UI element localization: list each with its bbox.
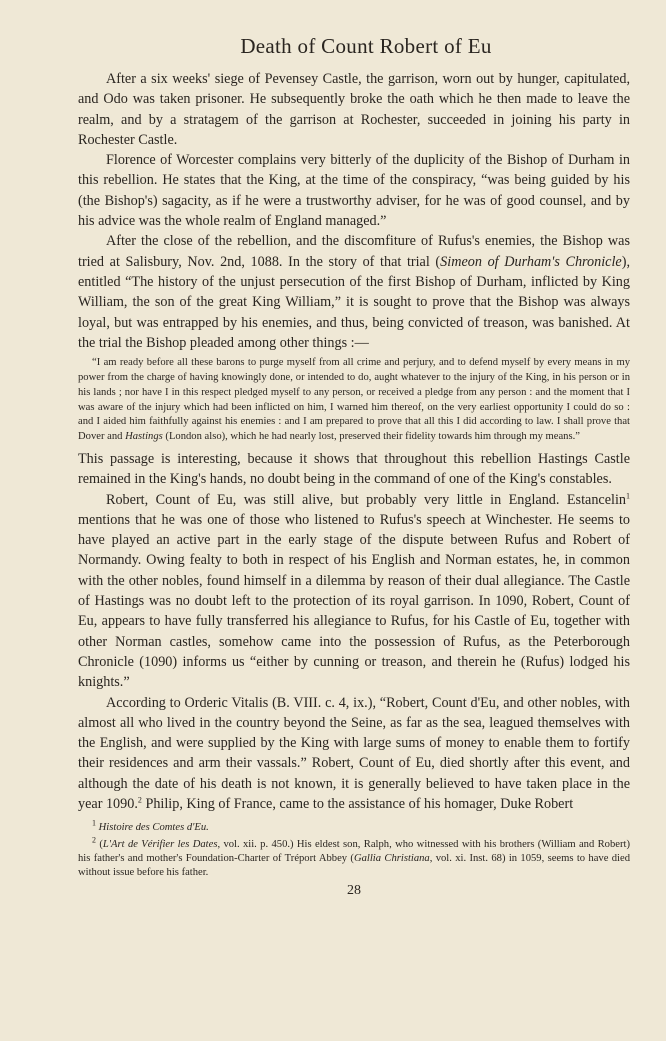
page-number: 28 — [347, 883, 361, 899]
footnotes — [78, 818, 630, 880]
paragraph-siege: After a six weeks' siege of Pevensey Castle, the garrison, worn out by hunger, capitulated, and Odo was taken prisoner. He subsequently broke the oath which he then made to leave the realm, and by a stratagem of the garrison at Rochester, succeeded in joining his party in Rochester Castle. — [78, 71, 630, 148]
footnote-ref-1: 1 — [626, 490, 630, 500]
paragraph-orderic: According to Orderic Vitalis (B. VIII. c. 4, ix.), “Robert, Count d'Eu, and other nobles, with almost all who lived in the country beyond the Seine, as far as the sea, leagued themselves with the English, and were supplied by the King with large sums of money to enable them to fortify their residences and arm their vassals.” Robert, Count of Eu, died shortly after this event, and although the date of his death is not known, it is generally believed to have taken place in the year 1090.$^2$ Philip, King of France, came to the assistance of his homager, Duke Robert — [78, 694, 630, 812]
footnote-1: $^1$ Histoire des Comtes d'Eu. — [92, 818, 209, 834]
footnote-2: $^2$ (L'Art de Vérifier les Dates, vol. xii. p. 450.) His eldest son, Ralph, who witnessed with his brothers (William and Robert) his father's and mother's Foundation-Charter of Tréport Abbey (Gallia Christiana, vol. xi. Inst. 68) in 1059, seems to have died without issue before his father. — [78, 835, 630, 879]
paragraph-passage: This passage is interesting, because it shows that throughout this rebellion Hastings Castle remained in the King's hands, no doubt being in the command of one of the King's constables. — [78, 450, 630, 488]
paragraph-florence: Florence of Worcester complains very bitterly of the duplicity of the Bishop of Durham in this rebellion. He states that the King, at the time of the conspiracy, “was being guided by his (the Bishop's) sagacity, as if he were a trustworthy adviser, for he was of good counsel, and by his advice was the whole realm of England managed.” — [78, 152, 630, 230]
page-title: Death of Count Robert of Eu — [240, 34, 492, 58]
paragraph-trial: After the close of the rebellion, and the discomfiture of Rufus's enemies, the Bishop was tried at Salisbury, Nov. 2nd, 1088. In the story of that trial (Simeon of Durham's Chronicle), entitled “The history of the unjust persecution of the first Bishop of Durham, inflicted by King William, the son of the great King William,” it is sought to prove that the Bishop was always loyal, but was entrapped by his enemies, and thus, being convicted of treason, was banished. At the trial the Bishop pleaded among other things :— — [78, 233, 630, 351]
block-quote: “I am ready before all these barons to purge myself from all crime and perjury, and to defend myself by every means in my power from the charge of having knowingly done, or intended to do, aught whatever to the injury of the King, in his person or in his lands ; nor have I in this respect pledged myself to any person, or received a pledge from any person : and the moment that I was aware of the injury which had been inflicted on him, I warned him thereof, on the very earliest opportunity I could do so : and I aided him faithfully against his enemies : and I am prepared to prove that all this I did according to law. I shall prove that Dover and Hastings (London also), which he had nearly lost, preserved their fidelity towards him through my means.” — [78, 357, 630, 443]
footnote-ref-2: 2 — [137, 795, 142, 805]
paragraph-robert: Robert, Count of Eu, was still alive, but probably very little in England. Estancelin$^1$ mentions that he was one of those who listened to Rufus's speech at Winchester. He seems to have played an active part in the early stage of the dispute between Rufus and Robert of Normandy. Owing fealty to both in respect of his English and Norman estates, he, in common with the other nobles, found himself in a dilemma by reason of their dual allegiance. The Castle of Hastings was no doubt left to the protection of its royal garrison. In 1090, Robert, Count of Eu, appears to have fully transferred his allegiance to Rufus, for his Castle of Eu, together with other Norman castles, somehow came into the possession of Rufus, as the Peterborough Chronicle (1090) informs us “either by cunning or treason, and therein he (Rufus) lodged his knights.” — [78, 490, 630, 691]
